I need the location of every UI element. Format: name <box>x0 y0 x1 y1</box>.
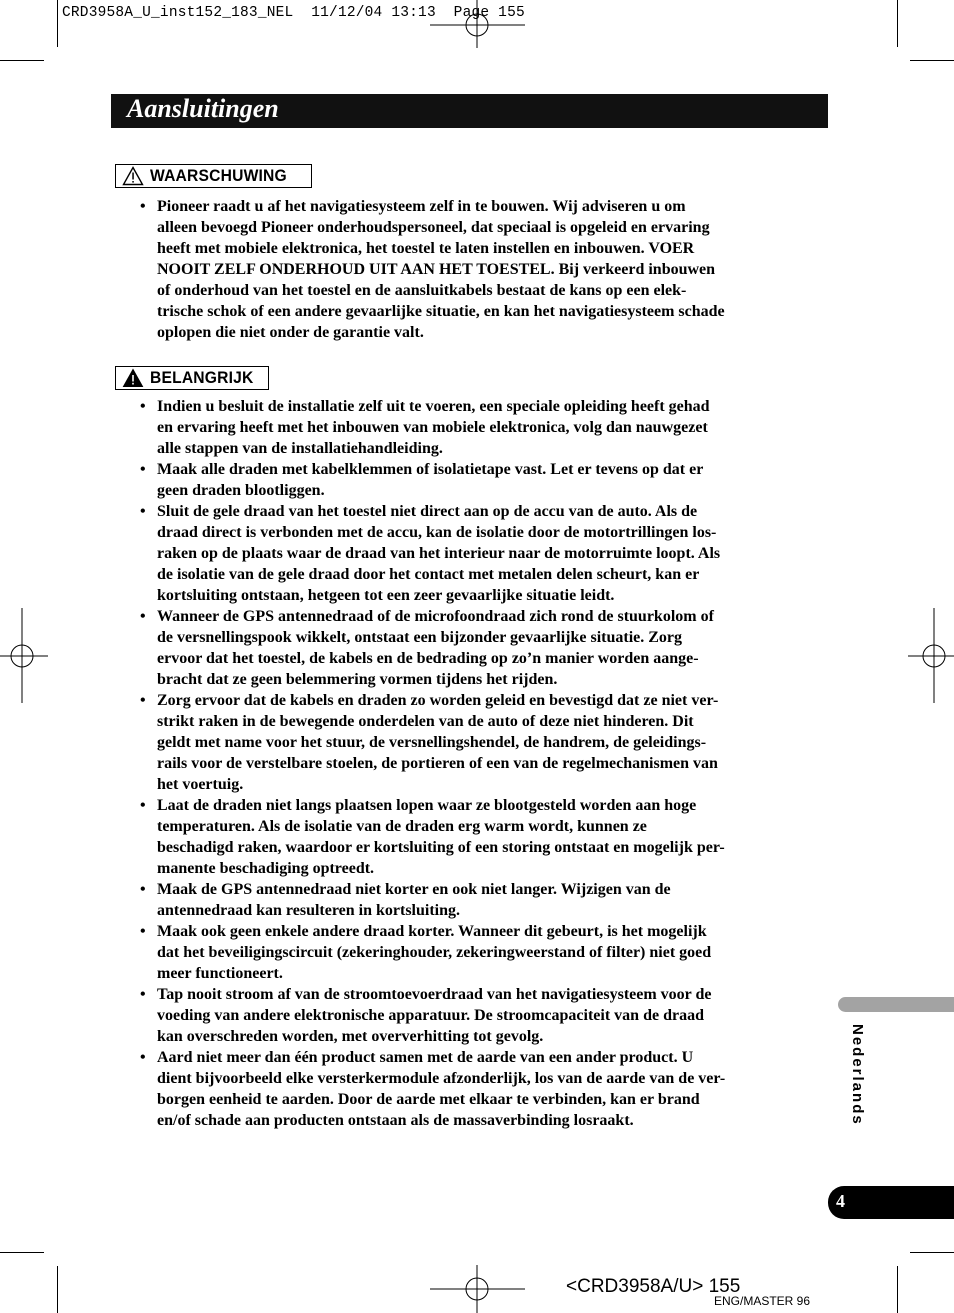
footer-doc-code: <CRD3958A/U> 155 <box>566 1276 741 1297</box>
footer-master: ENG/MASTER 96 <box>714 1294 811 1308</box>
bullet-line: Tap nooit stroom af van de stroomtoevoerdraad van het navigatiesysteem voor de <box>157 986 712 1003</box>
bullet-line: en/of schade aan producten ontstaan als de massaverbinding losraakt. <box>157 1112 634 1129</box>
bullet-dot: • <box>140 692 146 709</box>
warning-list <box>140 196 820 343</box>
crop-mark <box>910 60 954 61</box>
bullet-line: Indien u besluit de installatie zelf uit te voeren, een speciale opleiding heeft gehad <box>157 398 710 415</box>
bullet-item <box>140 879 820 921</box>
bullet-line: het voertuig. <box>157 776 244 793</box>
bullet-line: Sluit de gele draad van het toestel niet direct aan op de accu van de auto. Als de <box>157 503 698 520</box>
bullet-line: of onderhoud van het toestel en de aansluitkabels bestaat de kans op een elek- <box>157 282 687 299</box>
bullet-line: manente beschadiging optreedt. <box>157 860 375 877</box>
bullet-item <box>140 795 820 879</box>
bullet-line: bracht dat ze geen belemmering vormen tijdens het rijden. <box>157 671 558 688</box>
bullet-line: dat het beveiligingscircuit (zekeringhouder, zekeringweerstand of filter) niet goed <box>157 944 712 961</box>
bullet-line: kan overschreden worden, met oververhitting tot gevolg. <box>157 1028 544 1045</box>
bullet-line: Aard niet meer dan één product samen met de aarde van een ander product. U <box>157 1049 694 1066</box>
bullet-line: borgen eenheid te aarden. Door de aarde met elkaar te verbinden, kan er brand <box>157 1091 700 1108</box>
bullet-line: beschadigd raken, waardoor er kortsluiting of een storing ontstaat en mogelijk per- <box>157 839 725 856</box>
bullet-dot: • <box>140 881 146 898</box>
bullet-item <box>140 690 820 795</box>
section-title: Aansluitingen <box>127 94 279 123</box>
bullet-dot: • <box>140 398 146 415</box>
bullet-dot: • <box>140 503 146 520</box>
print-slug: CRD3958A_U_inst152_183_NEL 11/12/04 13:13 Page 155 <box>62 5 525 21</box>
bullet-line: geldt met name voor het stuur, de versnellingshendel, de handrem, de geleidings- <box>157 734 707 751</box>
crop-mark <box>897 0 898 47</box>
bullet-line: Maak ook geen enkele andere draad korter. Wanneer dit gebeurt, is het mogelijk <box>157 923 707 940</box>
crop-mark <box>57 0 58 47</box>
important-list <box>140 396 820 1131</box>
bullet-line: raken op de plaats waar de draad van het interieur naar de motorruimte loopt. Als <box>157 545 721 562</box>
bullet-line: geen draden blootliggen. <box>157 482 325 499</box>
bullet-line: de isolatie van de gele draad door het contact met metalen delen scheurt, kan er <box>157 566 700 583</box>
bullet-line: oplopen die niet onder de garantie valt. <box>157 324 424 341</box>
bullet-line: strikt raken in de bewegende onderdelen van de auto of deze niet hinderen. Dit <box>157 713 694 730</box>
bullet-line: ervoor dat het toestel, de kabels en de bedrading op zo’n manier worden aange- <box>157 650 699 667</box>
bullet-dot: • <box>140 986 146 1003</box>
bullet-dot: • <box>140 797 146 814</box>
registration-mark-right <box>906 608 954 704</box>
warning-triangle-filled-icon <box>122 368 144 388</box>
crop-mark <box>0 1252 44 1253</box>
bullet-item <box>140 196 820 343</box>
bullet-line: antennedraad kan resulteren in kortsluiting. <box>157 902 461 919</box>
bullet-line: Pioneer raadt u af het navigatiesysteem zelf in te bouwen. Wij adviseren u om <box>157 198 686 215</box>
bullet-line: trische schok of een andere gevaarlijke situatie, en kan het navigatiesysteem schade <box>157 303 725 320</box>
bullet-line: dient bijvoorbeeld elke versterkermodule afzonderlijk, los van de aarde van de ver- <box>157 1070 726 1087</box>
bullet-line: Maak de GPS antennedraad niet korter en ook niet langer. Wijzigen van de <box>157 881 671 898</box>
bullet-item <box>140 606 820 690</box>
crop-mark <box>910 1252 954 1253</box>
bullet-dot: • <box>140 1049 146 1066</box>
registration-mark-left <box>0 608 50 704</box>
bullet-dot: • <box>140 461 146 478</box>
bullet-line: Zorg ervoor dat de kabels en draden zo worden geleid en bevestigd dat ze niet ver- <box>157 692 719 709</box>
crop-mark <box>0 60 44 61</box>
bullet-item <box>140 501 820 606</box>
bullet-line: Maak alle draden met kabelklemmen of isolatietape vast. Let er tevens op dat er <box>157 461 704 478</box>
warning-triangle-outline-icon <box>122 166 144 186</box>
bullet-line: alle stappen van de installatiehandleiding. <box>157 440 443 457</box>
bullet-line: NOOIT ZELF ONDERHOUD UIT AAN HET TOESTEL. Bij verkeerd inbouwen <box>157 261 716 278</box>
bullet-line: voeding van andere elektronische apparatuur. De stroomcapaciteit van de draad <box>157 1007 704 1024</box>
page-number-tab <box>828 1186 954 1219</box>
section-title-bar <box>111 94 828 128</box>
bullet-item <box>140 1047 820 1131</box>
language-tab-bar <box>838 997 954 1012</box>
bullet-line: temperaturen. Als de isolatie van de draden erg warm wordt, kunnen ze <box>157 818 647 835</box>
bullet-line: heeft met mobiele elektronica, het toestel te laten instellen en inbouwen. VOER <box>157 240 695 257</box>
bullet-line: de versnellingspook wikkelt, ontstaat een bijzonder gevaarlijke situatie. Zorg <box>157 629 683 646</box>
bullet-line: en ervaring heeft met het inbouwen van mobiele elektronica, volg dan nauwgezet <box>157 419 708 436</box>
bullet-line: meer functioneert. <box>157 965 283 982</box>
bullet-line: Wanneer de GPS antennedraad of de microfoondraad zich rond de stuurkolom of <box>157 608 714 625</box>
bullet-item <box>140 396 820 459</box>
crop-mark <box>57 1266 58 1313</box>
language-tab-label: Nederlands <box>849 1024 866 1126</box>
bullet-line: rails voor de verstelbare stoelen, de portieren of een van de regelmechanismen van <box>157 755 718 772</box>
bullet-item <box>140 984 820 1047</box>
important-label <box>115 366 269 390</box>
important-label-text: BELANGRIJK <box>150 368 254 387</box>
warning-label-text: WAARSCHUWING <box>150 166 287 185</box>
bullet-line: draad direct is verbonden met de accu, kan de isolatie door de motortrillingen los- <box>157 524 717 541</box>
warning-label <box>115 164 312 188</box>
registration-mark-top <box>430 0 526 50</box>
bullet-dot: • <box>140 923 146 940</box>
bullet-line: alleen bevoegd Pioneer onderhoudspersoneel, dat speciaal is opgeleid en ervaring <box>157 219 710 236</box>
bullet-item <box>140 459 820 501</box>
crop-mark <box>897 1266 898 1313</box>
bullet-item <box>140 921 820 984</box>
registration-mark-bottom <box>430 1265 526 1313</box>
bullet-line: Laat de draden niet langs plaatsen lopen waar ze blootgesteld worden aan hoge <box>157 797 697 814</box>
bullet-line: kortsluiting ontstaan, hetgeen tot een zeer gevaarlijke situatie leidt. <box>157 587 615 604</box>
page-number: 4 <box>836 1191 845 1211</box>
bullet-dot: • <box>140 608 146 625</box>
bullet-dot: • <box>140 198 146 215</box>
